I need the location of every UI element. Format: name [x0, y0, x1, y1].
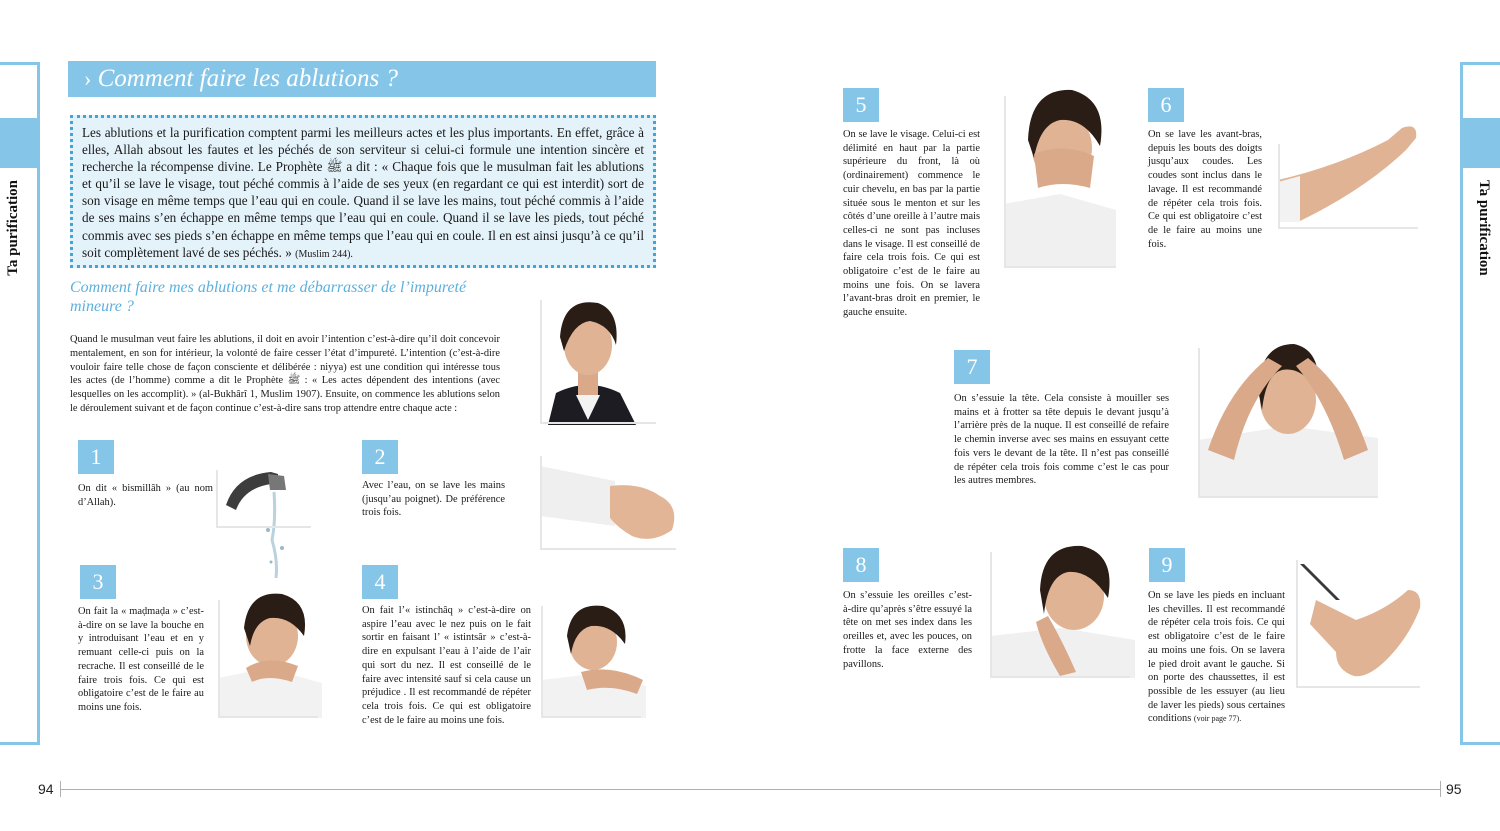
step-text-1: On dit « bismillâh » (au nom d’Allah).: [78, 483, 213, 508]
right-page-number: 95: [1446, 781, 1462, 797]
photo-frame: [1004, 96, 1116, 268]
step-text-9-body: On se lave les pieds en incluant les chevilles. Il est recommandé de répéter cela trois fois. Ce qui est obligatoire c’est de le faire au moins une fois. On se lavera le pied droit avant le gauche. Si on porte des chaussettes, il est possible de les essuyer (au lieu de laver les pieds) sous certaines conditions: [1148, 590, 1285, 725]
step-text-8: On s’essuie les oreilles c’est-à-dire qu’après s’être essuyé la tête on met ses index dans les oreilles et, avec les pouces, on frotte la face externe des pavillons.: [843, 590, 972, 670]
footer-rule: [60, 789, 1440, 790]
photo-frame: [990, 552, 1130, 678]
step-text-7: On s’essuie la tête. Cela consiste à mouiller ses mains et à frotter sa tête depuis le devant jusqu’à l’arrière près de la nuque. Il est conseillé de refaire le chemin inverse avec ses mains en essuyant cette fois vers le devant de la tête. Il n’est pas conseillé de répéter cela trois fois comme c’est le cas pour les autres membres.: [954, 393, 1169, 487]
step-text-3: On fait la « maḍmaḍa » c’est-à-dire on se lave la bouche en y introduisant l’eau et en y remuant celle-ci puis on la recrache. Il est conseillé de le faire trois fois. Ce qui est obligatoire c’est de le faire au moins une fois.: [78, 606, 204, 713]
photo-frame: [540, 300, 656, 424]
section-title: Comment faire les ablutions ?: [97, 65, 399, 92]
hadith-box: [70, 115, 656, 268]
left-chapter-label: Ta purification: [5, 180, 21, 276]
step-number-9: 9: [1149, 548, 1185, 582]
subheading: Comment faire mes ablutions et me débarrasser de l’impureté mineure ?: [70, 279, 467, 315]
intention-paragraph: Quand le musulman veut faire les ablutions, il doit en avoir l’intention c’est-à-dire qu’il doit concevoir mentalement, en son for intérieur, la volonté de faire cesser l’état d’impureté. L’intention (c’est-à-dire vouloir faire telle chose de façon consciente et délibérée : nіyya) est une condition qui intéresse tous les actes (de l’homme) comme a dit le Prophète ﷺ : « Les actes dépendent des intentions (avec lesquelles on les accomplit). » (al-Bukhârî 1, Muslim 1907). Ensuite, on commence les ablutions selon le déroulement suivant et de façon continue c’est-à-dire sans trop attendre entre chaque acte :: [70, 334, 500, 414]
photo-frame: [1198, 348, 1378, 498]
photo-frame: [1278, 144, 1418, 229]
hadith-text: Les ablutions et la purification comptent parmi les meilleurs actes et les plus importants. En effet, grâce à elles, Allah absout les fautes et les péchés de son serviteur si celui-ci formule une intention sincère et recherche la récompense divine. Le Prophète ﷺ a dit : « Chaque fois que le musulman fait les ablutions et qu’il se lave le visage, tout péché commis à l’aide de ses yeux (en regardant ce qui est interdit) sort de son visage en même temps que l’eau qui en coule. Quand il se lave les mains, tout péché commis à l’aide de ses mains s’en échappe en même temps que l’eau qui en coule. Quand il se lave les pieds, tout péché commis avec ses pieds s’en échappe en même temps que l’eau qui en coule. Il en est ainsi jusqu’à ce qu’il soit complètement lavé de ses péchés. »: [82, 125, 644, 260]
hadith-citation: (Muslim 244).: [295, 248, 353, 260]
footer-divider: [1440, 781, 1441, 797]
step-text-4: On fait l’« istinchâq » c’est-à-dire on aspire l’eau avec le nez puis on le fait sortir en faisant l’ « istintsâr » c’est-à-dire en expulsant l’eau à l’aide de l’air qui sort du nez. Il est conseillé de le faire avec intensité sauf si cela cause un préjudice . Il est recommandé de répéter cela trois fois. Ce qui est obligatoire c’est de le faire au moins une fois.: [362, 605, 531, 726]
photo-frame: [1296, 560, 1420, 688]
right-chapter-tab: [1460, 118, 1500, 168]
step-number-4: 4: [362, 565, 398, 599]
step-text-9-note: (voir page 77).: [1193, 714, 1242, 724]
step-text-9: [1148, 589, 1285, 726]
step-number-2: 2: [362, 440, 398, 474]
photo-frame: [216, 470, 311, 528]
step-number-5: 5: [843, 88, 879, 122]
right-chapter-label: Ta purification: [1476, 180, 1492, 276]
left-chapter-tab: [0, 118, 40, 168]
step-text-6: On se lave les avant-bras, depuis les bouts des doigts jusqu’aux coudes. Les coudes sont inclus dans le lavage. Il est recommandé de répéter cela trois fois. Ce qui est obligatoire c’est de le faire au moins une fois.: [1148, 129, 1262, 250]
step-number-3: 3: [80, 565, 116, 599]
step-number-8: 8: [843, 548, 879, 582]
chevron-icon: ›: [84, 66, 92, 91]
photo-frame: [540, 456, 676, 550]
step-number-6: 6: [1148, 88, 1184, 122]
left-page-number: 94: [38, 781, 54, 797]
photo-frame: [218, 600, 318, 718]
section-title-bar: [68, 61, 656, 97]
step-text-5: On se lave le visage. Celui-ci est délimité en haut par la partie supérieure du front, là où (ordinairement) commence le cuir chevelu, en bas par la partie située sous le menton et sur les côtés d’une oreille à l’autre mais celles-ci ne sont pas incluses dans le visage. Il est conseillé de faire cela trois fois. Ce qui est obligatoire c’est de le faire au moins une fois. On se lavera l’avant-bras droit en premier, le gauche ensuite.: [843, 129, 980, 319]
step-number-7: 7: [954, 350, 990, 384]
step-text-2: Avec l’eau, on se lave les mains (jusqu’au poignet). De préférence trois fois.: [362, 480, 505, 519]
step-number-1: 1: [78, 440, 114, 474]
photo-frame: [541, 606, 641, 718]
